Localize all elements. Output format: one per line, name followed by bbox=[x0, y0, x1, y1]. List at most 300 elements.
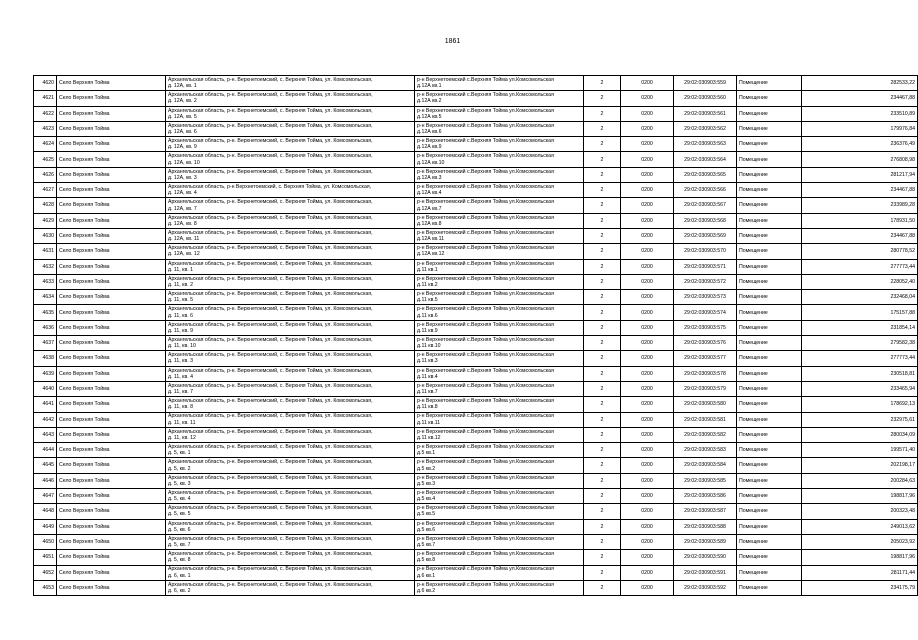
quantity-line: 2 bbox=[600, 462, 604, 469]
cadastral-number bbox=[674, 489, 737, 504]
full-address-line: Архангельская область, р-н. Верхнетоемский, с. Верхняя Тойма, ул. Комсомольская, bbox=[168, 459, 373, 466]
full-address bbox=[166, 489, 415, 504]
cadastral-number bbox=[674, 228, 737, 243]
object-type bbox=[737, 106, 802, 121]
quantity-line: 2 bbox=[600, 370, 604, 377]
quantity-line: 2 bbox=[600, 416, 604, 423]
full-address-line: д. 6, кв. 1 bbox=[168, 572, 191, 579]
code bbox=[621, 305, 674, 320]
full-address-line: д. 12А, кв. 1 bbox=[168, 83, 197, 90]
settlement-name-line: Село Верхняя Тойма bbox=[59, 340, 110, 347]
quantity bbox=[584, 336, 621, 351]
cadastral-value bbox=[802, 106, 918, 121]
object-type bbox=[737, 366, 802, 381]
row-number bbox=[34, 259, 57, 274]
row-number bbox=[34, 320, 57, 335]
full-address bbox=[166, 244, 415, 259]
cadastral-number-line: 29:02:030903:563 bbox=[684, 141, 726, 148]
table-row bbox=[34, 443, 918, 458]
row-number bbox=[34, 489, 57, 504]
settlement-name-line: Село Верхняя Тойма bbox=[59, 569, 110, 576]
object-type-line: Помещение bbox=[739, 584, 768, 591]
full-address-line: д. 11, кв. 8 bbox=[168, 404, 193, 411]
code-line: 0200 bbox=[641, 416, 653, 423]
short-address-line: д.5 кв.6 bbox=[417, 526, 436, 533]
short-address bbox=[415, 320, 584, 335]
object-type-line: Помещение bbox=[739, 294, 768, 301]
row-number bbox=[34, 213, 57, 228]
code-line: 0200 bbox=[641, 187, 653, 194]
cadastral-number bbox=[674, 106, 737, 121]
short-address bbox=[415, 290, 584, 305]
full-address-line: Архангельская область, р-н. Верхнетоемский, с. Верхняя Тойма, ул. Комсомольская, bbox=[168, 107, 373, 114]
cadastral-value bbox=[802, 412, 918, 427]
code bbox=[621, 137, 674, 152]
row-number bbox=[34, 366, 57, 381]
short-address bbox=[415, 565, 584, 580]
full-address-line: д. 12А, кв. 11 bbox=[168, 236, 200, 243]
quantity-line: 2 bbox=[600, 355, 604, 362]
settlement-name bbox=[57, 565, 166, 580]
quantity bbox=[584, 381, 621, 396]
object-type-line: Помещение bbox=[739, 248, 768, 255]
full-address bbox=[166, 534, 415, 549]
code bbox=[621, 443, 674, 458]
settlement-name-line: Село Верхняя Тойма bbox=[59, 431, 110, 438]
object-type bbox=[737, 397, 802, 412]
short-address-line: д.12А кв.6 bbox=[417, 129, 442, 136]
short-address-line: д.12А кв.1 bbox=[417, 83, 442, 90]
short-address bbox=[415, 106, 584, 121]
quantity bbox=[584, 580, 621, 595]
cadastral-number-line: 29:02:030903:581 bbox=[684, 416, 726, 423]
full-address bbox=[166, 137, 415, 152]
full-address-line: д. 5, кв. 5 bbox=[168, 511, 191, 518]
cadastral-value-line: 200323,48 bbox=[890, 508, 915, 515]
row-number-line: 4650 bbox=[42, 538, 54, 545]
quantity-line: 2 bbox=[600, 233, 604, 240]
full-address-line: д. 11, кв. 12 bbox=[168, 434, 196, 441]
table-row bbox=[34, 366, 918, 381]
row-number-line: 4651 bbox=[42, 554, 54, 561]
full-address bbox=[166, 351, 415, 366]
code-line: 0200 bbox=[641, 294, 653, 301]
short-address-line: р-н Верхнетоемский с.Верхняя Тойма ул.Комсомольская bbox=[417, 138, 554, 145]
cadastral-value-line: 234467,88 bbox=[890, 233, 915, 240]
cadastral-number-line: 29:02:030903:569 bbox=[684, 233, 726, 240]
full-address bbox=[166, 290, 415, 305]
quantity-line: 2 bbox=[600, 278, 604, 285]
cadastral-number-line: 29:02:030903:585 bbox=[684, 477, 726, 484]
object-type-line: Помещение bbox=[739, 401, 768, 408]
settlement-name bbox=[57, 489, 166, 504]
cadastral-value bbox=[802, 198, 918, 213]
settlement-name-line: Село Верхняя Тойма bbox=[59, 263, 110, 270]
cadastral-value-line: 202198,17 bbox=[890, 462, 915, 469]
short-address bbox=[415, 458, 584, 473]
short-address bbox=[415, 121, 584, 136]
short-address-line: р-н Верхнетоемский с.Верхняя Тойма ул.Комсомольская bbox=[417, 321, 554, 328]
table-row bbox=[34, 504, 918, 519]
cadastral-value-line: 234467,88 bbox=[890, 187, 915, 194]
cadastral-number bbox=[674, 427, 737, 442]
code bbox=[621, 76, 674, 91]
settlement-name-line: Село Верхняя Тойма bbox=[59, 508, 110, 515]
table-row bbox=[34, 412, 918, 427]
full-address-line: Архангельская область, р-н. Верхнетоемский, с. Верхняя Тойма, ул. Комсомольская, bbox=[168, 214, 373, 221]
code-line: 0200 bbox=[641, 462, 653, 469]
cadastral-number bbox=[674, 580, 737, 595]
code-line: 0200 bbox=[641, 538, 653, 545]
object-type-line: Помещение bbox=[739, 370, 768, 377]
object-type bbox=[737, 336, 802, 351]
short-address-line: д.11 кв.5 bbox=[417, 297, 438, 304]
quantity-line: 2 bbox=[600, 554, 604, 561]
settlement-name-line: Село Верхняя Тойма bbox=[59, 248, 110, 255]
full-address bbox=[166, 228, 415, 243]
settlement-name bbox=[57, 137, 166, 152]
code-line: 0200 bbox=[641, 309, 653, 316]
cadastral-value bbox=[802, 489, 918, 504]
full-address-line: Архангельская область, р-н. Верхнетоемский, с. Верхняя Тойма, ул. Комсомольская, bbox=[168, 367, 373, 374]
short-address-line: д.12А кв.12 bbox=[417, 251, 445, 258]
full-address bbox=[166, 397, 415, 412]
code-line: 0200 bbox=[641, 171, 653, 178]
table-row bbox=[34, 152, 918, 167]
full-address bbox=[166, 550, 415, 565]
settlement-name-line: Село Верхняя Тойма bbox=[59, 554, 110, 561]
settlement-name-line: Село Верхняя Тойма bbox=[59, 385, 110, 392]
cadastral-value bbox=[802, 397, 918, 412]
quantity-line: 2 bbox=[600, 493, 604, 500]
short-address-line: д.12А кв.11 bbox=[417, 236, 444, 243]
cadastral-number-line: 29:02:030903:575 bbox=[684, 324, 726, 331]
short-address-line: д.11 кв.6 bbox=[417, 312, 438, 319]
quantity-line: 2 bbox=[600, 187, 604, 194]
table-row bbox=[34, 106, 918, 121]
row-number bbox=[34, 183, 57, 198]
quantity-line: 2 bbox=[600, 110, 604, 117]
code-line: 0200 bbox=[641, 554, 653, 561]
short-address-line: д.5 кв.7 bbox=[417, 542, 436, 549]
quantity bbox=[584, 259, 621, 274]
object-type-line: Помещение bbox=[739, 233, 768, 240]
quantity bbox=[584, 183, 621, 198]
table-row bbox=[34, 397, 918, 412]
short-address bbox=[415, 504, 584, 519]
cadastral-value bbox=[802, 76, 918, 91]
quantity-line: 2 bbox=[600, 248, 604, 255]
settlement-name-line: Село Верхняя Тойма bbox=[59, 110, 110, 117]
quantity-line: 2 bbox=[600, 385, 604, 392]
code bbox=[621, 167, 674, 182]
row-number bbox=[34, 167, 57, 182]
settlement-name bbox=[57, 167, 166, 182]
full-address-line: Архангельская область, р-н. Верхнетоемский, с. Верхняя Тойма, ул. Комсомольская, bbox=[168, 122, 373, 129]
short-address bbox=[415, 381, 584, 396]
code bbox=[621, 381, 674, 396]
settlement-name bbox=[57, 228, 166, 243]
short-address-line: д.5 кв.1 bbox=[417, 450, 436, 457]
code bbox=[621, 152, 674, 167]
cadastral-number-line: 29:02:030903:559 bbox=[684, 80, 726, 87]
short-address-line: р-н Верхнетоемский с.Верхняя Тойма ул.Комсомольская bbox=[417, 367, 554, 374]
quantity bbox=[584, 458, 621, 473]
object-type-line: Помещение bbox=[739, 538, 768, 545]
row-number-line: 4634 bbox=[42, 294, 54, 301]
short-address-line: д.11 кв.9 bbox=[417, 327, 438, 334]
short-address-line: д.12А кв.3 bbox=[417, 174, 442, 181]
cadastral-value bbox=[802, 137, 918, 152]
row-number-line: 4622 bbox=[42, 110, 54, 117]
short-address-line: р-н Верхнетоемский с.Верхняя Тойма ул.Комсомольская bbox=[417, 428, 554, 435]
table-row bbox=[34, 550, 918, 565]
table-row bbox=[34, 259, 918, 274]
settlement-name bbox=[57, 213, 166, 228]
row-number bbox=[34, 427, 57, 442]
object-type bbox=[737, 152, 802, 167]
cadastral-value-line: 232468,04 bbox=[890, 294, 915, 301]
cadastral-number bbox=[674, 366, 737, 381]
cadastral-number-line: 29:02:030903:589 bbox=[684, 538, 726, 545]
short-address-line: р-н Верхнетоемский с.Верхняя Тойма ул.Комсомольская bbox=[417, 505, 554, 512]
cadastral-number bbox=[674, 504, 737, 519]
object-type-line: Помещение bbox=[739, 569, 768, 576]
object-type bbox=[737, 519, 802, 534]
table-row bbox=[34, 320, 918, 335]
object-type bbox=[737, 550, 802, 565]
cadastral-number bbox=[674, 76, 737, 91]
quantity bbox=[584, 274, 621, 289]
object-type bbox=[737, 137, 802, 152]
row-number bbox=[34, 519, 57, 534]
code-line: 0200 bbox=[641, 263, 653, 270]
short-address-line: р-н Верхнетоемский с.Верхняя Тойма ул.Комсомольская bbox=[417, 122, 554, 129]
full-address-line: Архангельская область, р-н. Верхнетоемский, с. Верхняя Тойма, ул. Комсомольская, bbox=[168, 199, 373, 206]
row-number bbox=[34, 504, 57, 519]
table-row bbox=[34, 76, 918, 91]
full-address bbox=[166, 152, 415, 167]
object-type-line: Помещение bbox=[739, 141, 768, 148]
code bbox=[621, 473, 674, 488]
short-address-line: д.5 кв.4 bbox=[417, 496, 436, 503]
quantity-line: 2 bbox=[600, 156, 604, 163]
full-address-line: Архангельская область, р-н. Верхнетоемский, с. Верхняя Тойма, ул. Комсомольская, bbox=[168, 92, 373, 99]
quantity bbox=[584, 550, 621, 565]
cadastral-number bbox=[674, 458, 737, 473]
object-type-line: Помещение bbox=[739, 263, 768, 270]
row-number-line: 4642 bbox=[42, 416, 54, 423]
table-row bbox=[34, 198, 918, 213]
code-line: 0200 bbox=[641, 278, 653, 285]
settlement-name-line: Село Верхняя Тойма bbox=[59, 309, 110, 316]
code bbox=[621, 228, 674, 243]
short-address-line: д.12А кв.2 bbox=[417, 98, 442, 105]
short-address bbox=[415, 305, 584, 320]
cadastral-value-line: 236376,49 bbox=[890, 141, 915, 148]
cadastral-value bbox=[802, 183, 918, 198]
short-address bbox=[415, 366, 584, 381]
full-address-line: д. 11, кв. 4 bbox=[168, 373, 193, 380]
full-address-line: д. 12А, кв. 5 bbox=[168, 113, 197, 120]
cadastral-number bbox=[674, 305, 737, 320]
short-address bbox=[415, 213, 584, 228]
settlement-name-line: Село Верхняя Тойма bbox=[59, 171, 110, 178]
row-number-line: 4621 bbox=[42, 95, 54, 102]
short-address-line: д.5 кв.2 bbox=[417, 465, 436, 472]
object-type bbox=[737, 305, 802, 320]
full-address-line: д. 6, кв. 2 bbox=[168, 587, 191, 594]
cadastral-value bbox=[802, 213, 918, 228]
code bbox=[621, 106, 674, 121]
short-address-line: д.11 кв.10 bbox=[417, 343, 441, 350]
code-line: 0200 bbox=[641, 340, 653, 347]
short-address bbox=[415, 412, 584, 427]
code-line: 0200 bbox=[641, 508, 653, 515]
cadastral-number-line: 29:02:030903:583 bbox=[684, 447, 726, 454]
cadastral-number bbox=[674, 198, 737, 213]
quantity bbox=[584, 473, 621, 488]
row-number-line: 4652 bbox=[42, 569, 54, 576]
settlement-name bbox=[57, 381, 166, 396]
code bbox=[621, 290, 674, 305]
full-address-line: д. 12А, кв. 10 bbox=[168, 159, 200, 166]
short-address-line: р-н Верхнетоемский с.Верхняя Тойма ул.Комсомольская bbox=[417, 245, 554, 252]
short-address-line: д.6 кв.1 bbox=[417, 572, 436, 579]
settlement-name bbox=[57, 76, 166, 91]
full-address-line: д. 12А, кв. 12 bbox=[168, 251, 200, 258]
settlement-name-line: Село Верхняя Тойма bbox=[59, 202, 110, 209]
object-type bbox=[737, 504, 802, 519]
cadastral-number bbox=[674, 519, 737, 534]
object-type-line: Помещение bbox=[739, 431, 768, 438]
settlement-name bbox=[57, 504, 166, 519]
cadastral-number-line: 29:02:030903:571 bbox=[684, 263, 726, 270]
object-type bbox=[737, 274, 802, 289]
short-address-line: д.11 кв.7 bbox=[417, 389, 438, 396]
quantity bbox=[584, 106, 621, 121]
table-row bbox=[34, 244, 918, 259]
object-type bbox=[737, 91, 802, 106]
short-address-line: д.12А кв.4 bbox=[417, 190, 442, 197]
settlement-name bbox=[57, 121, 166, 136]
cadastral-value-line: 231854,14 bbox=[890, 324, 915, 331]
cadastral-number-line: 29:02:030903:577 bbox=[684, 355, 726, 362]
settlement-name bbox=[57, 519, 166, 534]
quantity bbox=[584, 427, 621, 442]
cadastral-value bbox=[802, 244, 918, 259]
short-address-line: р-н Верхнетоемский с.Верхняя Тойма ул.Комсомольская bbox=[417, 229, 554, 236]
cadastral-number bbox=[674, 565, 737, 580]
short-address bbox=[415, 550, 584, 565]
full-address-line: Архангельская область, р-н. Верхнетоемский, с. Верхняя Тойма, ул. Комсомольская, bbox=[168, 428, 373, 435]
cadastral-value-line: 277773,44 bbox=[890, 355, 915, 362]
cadastral-number bbox=[674, 213, 737, 228]
cadastral-number-line: 29:02:030903:574 bbox=[684, 309, 726, 316]
object-type-line: Помещение bbox=[739, 125, 768, 132]
cadastral-value bbox=[802, 336, 918, 351]
short-address-line: д.12А кв.9 bbox=[417, 144, 442, 151]
settlement-name bbox=[57, 244, 166, 259]
full-address bbox=[166, 121, 415, 136]
table-row bbox=[34, 91, 918, 106]
cadastral-value bbox=[802, 259, 918, 274]
code-line: 0200 bbox=[641, 584, 653, 591]
row-number bbox=[34, 412, 57, 427]
quantity-line: 2 bbox=[600, 95, 604, 102]
cadastral-number-line: 29:02:030903:580 bbox=[684, 401, 726, 408]
object-type bbox=[737, 228, 802, 243]
quantity-line: 2 bbox=[600, 80, 604, 87]
quantity bbox=[584, 519, 621, 534]
row-number-line: 4637 bbox=[42, 340, 54, 347]
short-address bbox=[415, 397, 584, 412]
quantity bbox=[584, 351, 621, 366]
settlement-name bbox=[57, 91, 166, 106]
short-address-line: р-н Верхнетоемский с.Верхняя Тойма ул.Комсомольская bbox=[417, 184, 554, 191]
row-number-line: 4639 bbox=[42, 370, 54, 377]
cadastral-number bbox=[674, 336, 737, 351]
code bbox=[621, 519, 674, 534]
full-address bbox=[166, 565, 415, 580]
cadastral-value-line: 234467,88 bbox=[890, 95, 915, 102]
cadastral-value bbox=[802, 228, 918, 243]
full-address bbox=[166, 458, 415, 473]
short-address-line: р-н Верхнетоемский с.Верхняя Тойма ул.Комсомольская bbox=[417, 581, 554, 588]
settlement-name-line: Село Верхняя Тойма bbox=[59, 294, 110, 301]
quantity-line: 2 bbox=[600, 431, 604, 438]
cadastral-number-line: 29:02:030903:591 bbox=[684, 569, 726, 576]
full-address bbox=[166, 183, 415, 198]
row-number-line: 4641 bbox=[42, 401, 54, 408]
settlement-name bbox=[57, 152, 166, 167]
full-address bbox=[166, 213, 415, 228]
row-number bbox=[34, 137, 57, 152]
settlement-name-line: Село Верхняя Тойма bbox=[59, 141, 110, 148]
row-number-line: 4649 bbox=[42, 523, 54, 530]
code bbox=[621, 427, 674, 442]
cadastral-value-line: 281171,44 bbox=[890, 569, 915, 576]
settlement-name bbox=[57, 305, 166, 320]
cadastral-number-line: 29:02:030903:587 bbox=[684, 508, 726, 515]
row-number bbox=[34, 580, 57, 595]
quantity bbox=[584, 489, 621, 504]
full-address bbox=[166, 519, 415, 534]
code-line: 0200 bbox=[641, 401, 653, 408]
short-address-line: д.12А кв.10 bbox=[417, 159, 445, 166]
short-address-line: д.5 кв.8 bbox=[417, 557, 436, 564]
row-number-line: 4633 bbox=[42, 278, 54, 285]
code-line: 0200 bbox=[641, 370, 653, 377]
cadastral-value-line: 277773,44 bbox=[890, 263, 915, 270]
cadastral-number-line: 29:02:030903:582 bbox=[684, 431, 726, 438]
cadastral-number-line: 29:02:030903:562 bbox=[684, 125, 726, 132]
code bbox=[621, 274, 674, 289]
cadastral-number-line: 29:02:030903:560 bbox=[684, 95, 726, 102]
short-address-line: р-н Верхнетоемский с.Верхняя Тойма ул.Комсомольская bbox=[417, 474, 554, 481]
cadastral-value bbox=[802, 305, 918, 320]
cadastral-number-line: 29:02:030903:568 bbox=[684, 217, 726, 224]
object-type bbox=[737, 290, 802, 305]
full-address-line: Архангельская область, р-н. Верхнетоемский, с. Верхняя Тойма, ул. Комсомольская, bbox=[168, 291, 373, 298]
short-address-line: р-н Верхнетоемский с.Верхняя Тойма ул.Комсомольская bbox=[417, 444, 554, 451]
full-address bbox=[166, 167, 415, 182]
object-type-line: Помещение bbox=[739, 355, 768, 362]
short-address bbox=[415, 427, 584, 442]
cadastral-value bbox=[802, 167, 918, 182]
short-address bbox=[415, 91, 584, 106]
settlement-name bbox=[57, 443, 166, 458]
